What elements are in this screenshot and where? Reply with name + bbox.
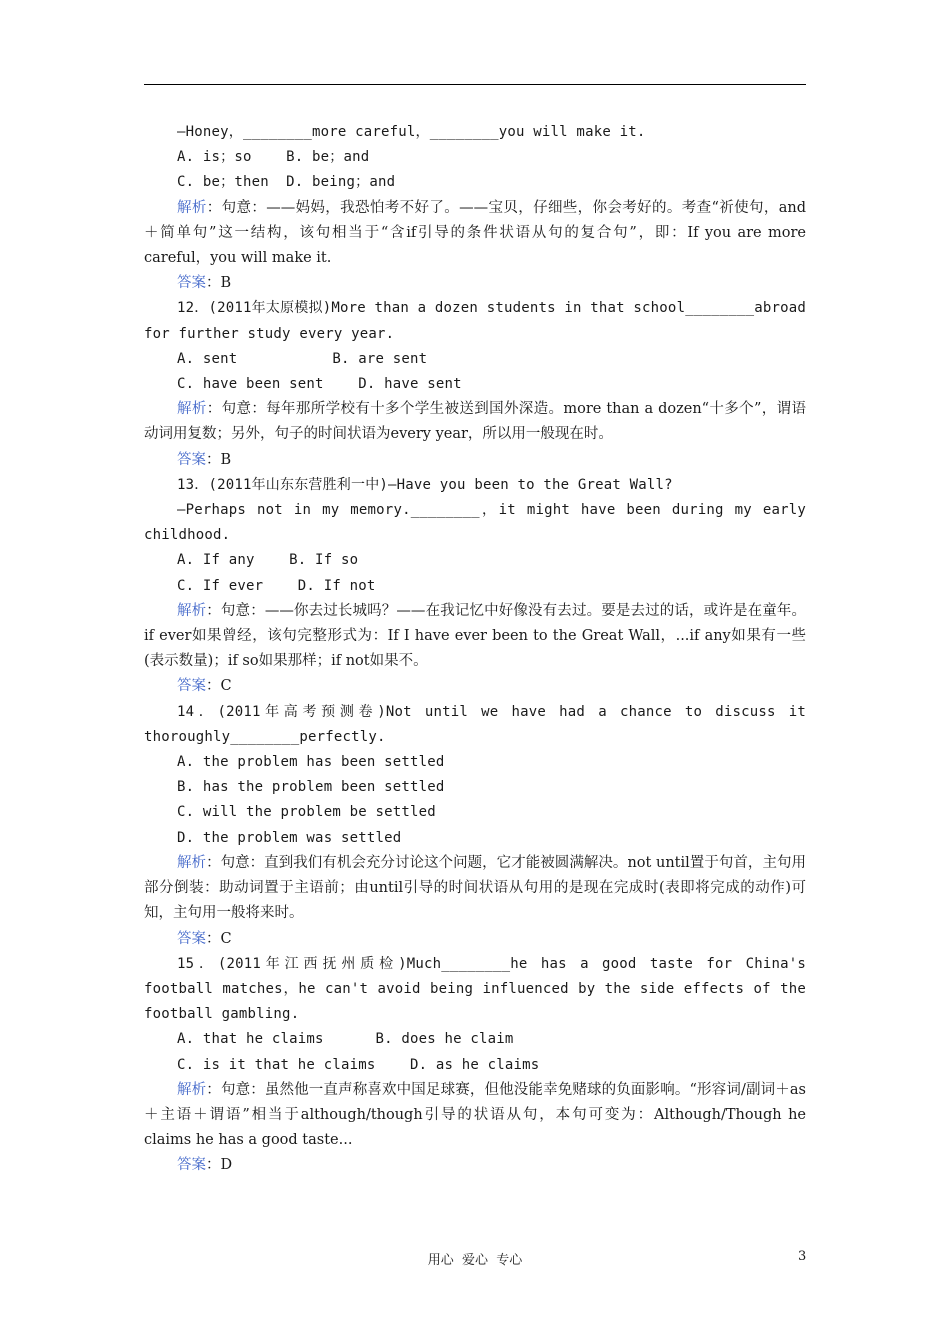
answer-text: ：B	[206, 275, 232, 292]
explanation-text: ：句意：直到我们有机会充分讨论这个问题，它才能被圆满解决。not until置于句首，主句用部分倒装：助动词置于主语前；由until引导的时间状语从句用的是现在完成时(表即将完成的动作)可知，主句用一般将来时。	[144, 854, 807, 922]
explanation-label: 解析	[177, 602, 207, 619]
answer-label: 答案	[177, 678, 206, 695]
q14-option-a: A. the problem has been settled	[177, 754, 445, 771]
q14-option-b: B. has the problem been settled	[177, 779, 445, 796]
q15-explanation	[144, 1078, 806, 1154]
q11-explanation	[144, 196, 806, 272]
header-rule	[144, 84, 806, 85]
q14-option-c: C. will the problem be settled	[177, 804, 436, 821]
q15-answer	[144, 1153, 806, 1178]
explanation-text: ：句意：虽然他一直声称喜欢中国足球赛，但他没能幸免赌球的负面影响。“形容词/副词＋as＋主语＋谓语”相当于although/though引导的状语从句，本句可变为：Although/Though he claims he has a good taste...	[144, 1081, 807, 1149]
answer-label: 答案	[177, 275, 206, 292]
q12-stem: 12．(2011年太原模拟)More than a dozen students in that school________abroad for further study every year.	[144, 300, 806, 342]
q13-explanation	[144, 599, 806, 675]
explanation-text: ：句意：每年那所学校有十多个学生被送到国外深造。more than a dozen“十多个”，谓语动词用复数；另外，句子的时间状语为every year，所以用一般现在时。	[144, 401, 807, 443]
answer-label: 答案	[177, 1157, 206, 1174]
q14-option-d: D. the problem was settled	[177, 829, 402, 846]
q14-stem: 14．(2011年高考预测卷)Not until we have had a chance to discuss it thoroughly________perfectly.	[144, 703, 806, 745]
answer-text: ：C	[206, 678, 232, 695]
q11-stem: —Honey，________more careful，________you will make it.	[177, 124, 646, 140]
q14-explanation	[144, 851, 806, 927]
q12-explanation	[144, 397, 806, 447]
q13-options-line1: A. If any B. If so	[177, 552, 359, 569]
answer-label: 答案	[177, 451, 206, 468]
explanation-label: 解析	[177, 854, 207, 871]
q11-options-line1: A. is；so B. be；and	[177, 149, 370, 166]
page-number: 3	[798, 1249, 807, 1264]
explanation-label: 解析	[177, 401, 207, 418]
q12-answer	[144, 448, 806, 473]
answer-text: ：D	[206, 1157, 233, 1174]
q11-answer	[144, 271, 806, 296]
q14-answer	[144, 927, 806, 952]
q15-stem: 15．(2011年江西抚州质检)Much________he has a good taste for China's football matches，he can't avoid being influenced by the side effects of the football gambling.	[144, 955, 806, 1023]
answer-text: ：B	[206, 451, 232, 468]
q13-stem-line2: —Perhaps not in my memory.________，it might have been during my early childhood.	[144, 502, 806, 544]
q12-options-line2: C. have been sent D. have sent	[177, 376, 462, 393]
answer-label: 答案	[177, 930, 206, 947]
q15-options-line1: A. that he claims B. does he claim	[177, 1031, 514, 1048]
explanation-label: 解析	[177, 1081, 207, 1098]
q11-options-line2: C. be；then D. being；and	[177, 174, 396, 191]
page-content	[144, 120, 806, 1179]
q13-answer	[144, 674, 806, 699]
footer-motto: 用心 爱心 专心	[427, 1253, 523, 1268]
explanation-label: 解析	[177, 199, 207, 216]
q13-stem-line1: 13．(2011年山东东营胜利一中)—Have you been to the Great Wall?	[177, 476, 673, 493]
answer-text: ：C	[206, 930, 232, 947]
q13-options-line2: C. If ever D. If not	[177, 577, 376, 594]
explanation-text: ：句意：——妈妈，我恐怕考不好了。——宝贝，仔细些，你会考好的。考查“祈使句，and＋简单句”这一结构，该句相当于“含if引导的条件状语从句的复合句”，即：If you are more careful，you will make it.	[144, 199, 806, 267]
q15-options-line2: C. is it that he claims D. as he claims	[177, 1056, 540, 1073]
q12-options-line1: A. sent B. are sent	[177, 350, 428, 367]
explanation-text: ：句意：——你去过长城吗？——在我记忆中好像没有去过。要是去过的话，或许是在童年。if ever如果曾经，该句完整形式为：If I have ever been to the Great Wall，...if any如果有一些(表示数量)；if so如果那样；if not如果不。	[144, 602, 807, 670]
